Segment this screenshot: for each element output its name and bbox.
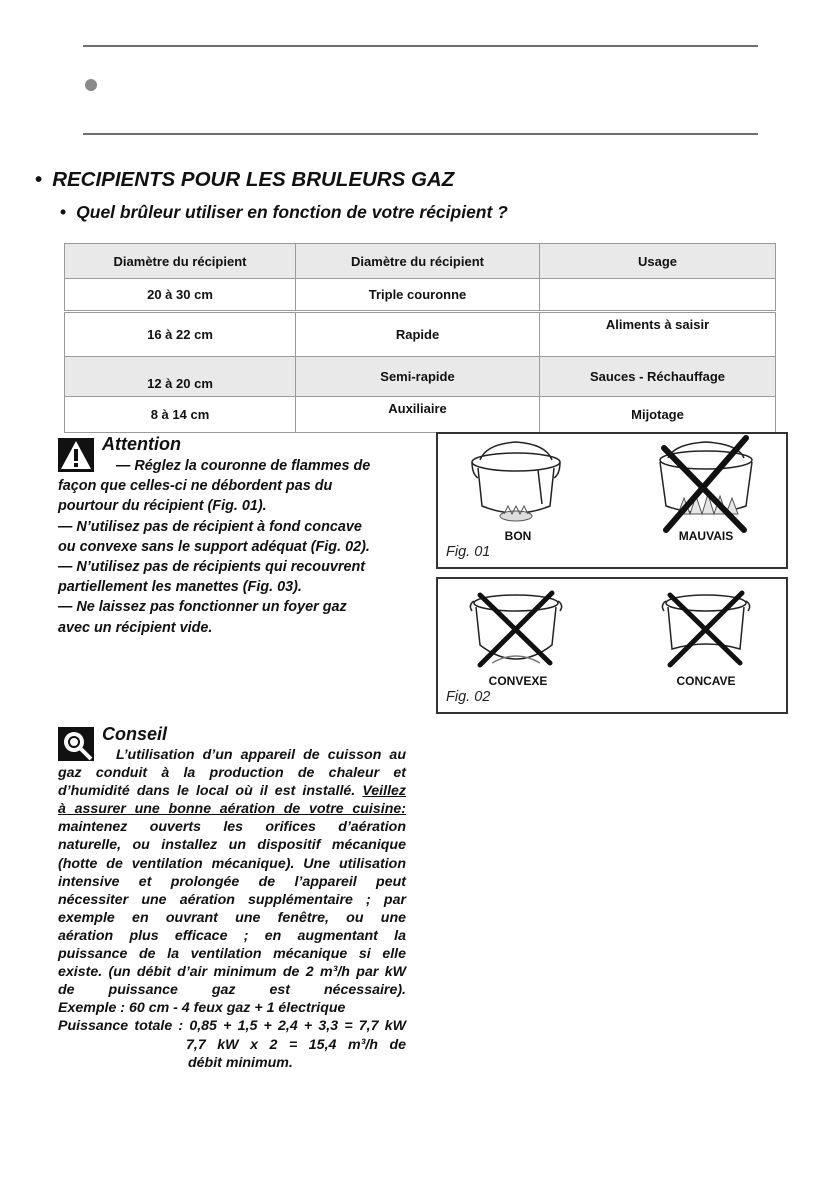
attention-title: Attention [102,434,181,454]
header-rule-bottom [83,133,758,135]
burner-table [64,243,776,433]
conseil-line: d’humidité dans le local où il est installé. Veillez [58,783,406,800]
conseil-line: intensive et prolongée de l’appareil peut [58,873,406,890]
flame-icon [500,506,532,521]
header-rule-top [83,45,758,47]
conseil-line: Exemple : 60 cm - 4 feux gaz + 1 électrique [58,1000,346,1017]
table-cell: Sauces - Réchauffage [540,357,776,397]
table-header-cell: Diamètre du récipient [65,244,296,279]
attention-line: façon que celles-ci ne débordent pas du [58,478,333,495]
table-cell: Mijotage [540,397,776,433]
conseil-emphasis: Veillez [362,783,406,800]
table-cell: Aliments à saisir [540,312,776,357]
table-header-cell: Usage [540,244,776,279]
table-cell: Triple couronne [296,279,540,312]
cross-icon [664,438,746,530]
attention-line: — N’utilisez pas de récipient à fond concave [58,518,362,535]
section-subtitle: • Quel brûleur utiliser en fonction de votre récipient ? [60,202,508,222]
attention-line: — Ne laissez pas fonctionner un foyer gaz [58,599,347,616]
conseil-line: (hotte de ventilation mécanique). Une utilisation [58,855,406,872]
figure-01 [436,432,788,569]
table-cell: Semi-rapide [296,357,540,397]
table-header-cell: Diamètre du récipient [296,244,540,279]
conseil-line: Puissance totale : 0,85 + 1,5 + 2,4 + 3,3 = 7,7 kW [58,1018,406,1035]
table-cell: Auxiliaire [296,397,540,433]
conseil-line: existe. (un débit d’air minimum de 2 m³/h par kW [58,964,406,981]
table-row [65,357,776,397]
conseil-line: puissance de la ventilation mécanique si elle [58,946,406,963]
attention-line: ou convexe sans le support adéquat (Fig. 02). [58,538,370,555]
label-mauvais: MAUVAIS [678,529,734,543]
table-cell: 8 à 14 cm [65,397,296,433]
cross-icon [670,593,742,665]
attention-line: pourtour du récipient (Fig. 01). [58,498,267,515]
conseil-line: exemple en ouvrant une fenêtre, ou une [58,909,406,926]
conseil-line: de puissance gaz est nécessaire). [58,982,406,999]
label-concave: CONCAVE [676,674,736,688]
conseil-line: gaz conduit à la production de chaleur et [58,765,406,782]
attention-text [58,456,408,638]
table-row [65,279,776,312]
subtitle-bullet: • [60,202,67,222]
table-header-row [65,244,776,279]
conseil-line: 7,7 kW x 2 = 15,4 m³/h de [186,1036,406,1053]
attention-line: — N’utilisez pas de récipients qui recouvrent [58,559,366,576]
table-cell [540,279,776,312]
conseil-line: aération plus efficace ; en augmentant la [58,927,406,944]
table-row [65,312,776,357]
cross-icon [480,593,552,665]
attention-line: partiellement les manettes (Fig. 03). [58,579,302,596]
attention-line: avec un récipient vide. [58,619,213,636]
pot-good-icon [472,442,560,513]
table-cell: Rapide [296,312,540,357]
header-dot [85,79,97,91]
attention-line: — Réglez la couronne de flammes de [116,458,371,474]
table-row [65,397,776,433]
section-title: • RECIPIENTS POUR LES BRULEURS GAZ [35,168,455,191]
figure-01-caption: Fig. 01 [446,544,491,560]
conseil-text [58,746,406,1072]
table-cell: 12 à 20 cm [65,357,296,397]
title-bullet: • [35,168,43,191]
conseil-line: naturelle, ou installez un dispositif mécanique [58,837,406,854]
conseil-line: débit minimum. [188,1054,293,1071]
conseil-line: maintenez ouverts les orifices d’aération [58,819,406,836]
conseil-line: nécessiter une aération supplémentaire ; par [58,891,406,908]
table-cell: 20 à 30 cm [65,279,296,312]
conseil-line: à assurer une bonne aération de votre cuisine: [58,801,406,818]
label-bon: BON [504,529,532,543]
figure-02-caption: Fig. 02 [446,689,491,705]
conseil-line: L’utilisation d’un appareil de cuisson au [116,747,406,763]
figure-02 [436,577,788,714]
table-cell: 16 à 22 cm [65,312,296,357]
label-convexe: CONVEXE [488,674,548,688]
conseil-title: Conseil [102,724,168,744]
